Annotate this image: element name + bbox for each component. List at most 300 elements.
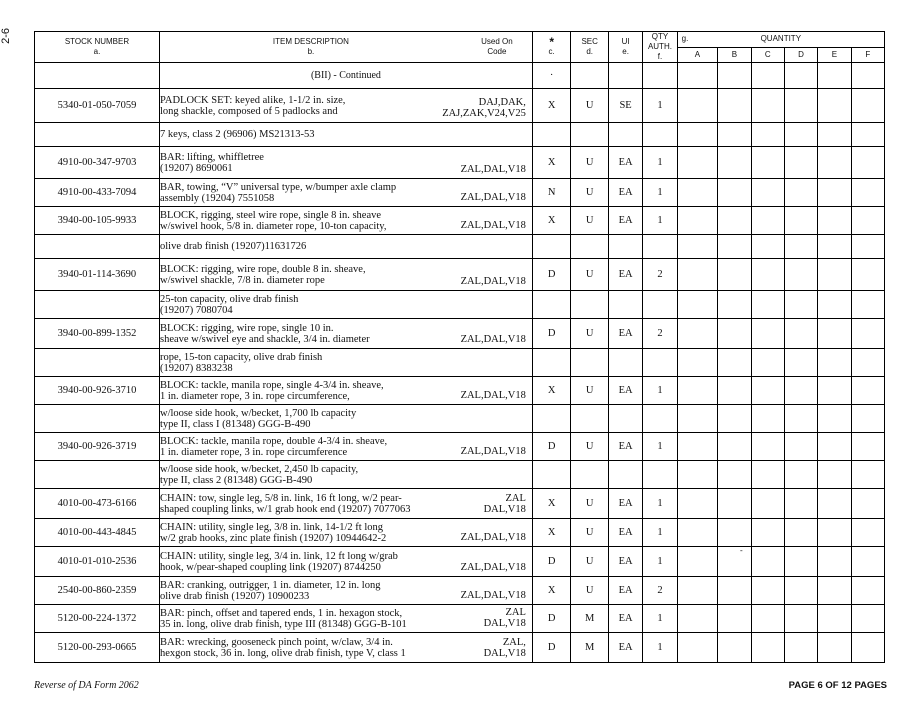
item-description-cell [159, 123, 532, 147]
ui-cell: EA [608, 319, 642, 349]
sec-cell: U [571, 547, 608, 577]
table-row [35, 349, 885, 377]
item-description-text: BLOCK, rigging, steel wire rope, single 8 in. sheave w/swivel hook, 5/8 in. diameter rope, 10-ton capacity, [159, 209, 387, 232]
quantity-cell [784, 319, 817, 349]
quantity-cell [718, 291, 751, 319]
item-description-cell [159, 577, 532, 605]
continued-label: (BII) - Continued [159, 63, 532, 89]
table-row [35, 291, 885, 319]
quantity-cell [784, 377, 817, 405]
quantity-cell [818, 461, 851, 489]
quantity-cell [851, 547, 884, 577]
ui-cell [608, 461, 642, 489]
star-cell [532, 291, 571, 319]
continued-mark: · [532, 63, 571, 89]
quantity-cell [677, 123, 718, 147]
item-description-cell [159, 179, 532, 207]
table-row [35, 433, 885, 461]
table-row [35, 633, 885, 663]
quantity-cell [751, 633, 784, 663]
quantity-cell [751, 207, 784, 235]
quantity-cell [784, 405, 817, 433]
quantity-cell [718, 633, 751, 663]
sec-cell [571, 461, 608, 489]
quantity-cell [784, 577, 817, 605]
stock-number-cell: 5120-00-224-1372 [35, 605, 160, 633]
quantity-cell [851, 123, 884, 147]
quantity-cell [751, 319, 784, 349]
quantity-cell [818, 207, 851, 235]
quantity-cell [751, 291, 784, 319]
quantity-cell [851, 377, 884, 405]
item-description-cell [159, 207, 532, 235]
item-description-text: 25-ton capacity, olive drab finish (19207) 7080704 [159, 293, 299, 316]
stock-number-cell: 3940-01-114-3690 [35, 259, 160, 291]
quantity-cell [784, 349, 817, 377]
used-on-code: ZAL,DAL,V18 [460, 192, 526, 203]
quantity-cell [818, 147, 851, 179]
quantity-cell [851, 349, 884, 377]
used-on-code: ZAL, DAL,V18 [483, 637, 526, 659]
sec-cell: U [571, 519, 608, 547]
item-description-text: 7 keys, class 2 (96906) MS21313-53 [159, 129, 315, 140]
item-description-text: BLOCK: rigging, wire rope, double 8 in. sheave, w/swivel shackle, 7/8 in. diameter rope [159, 263, 366, 286]
qty-auth-cell: 1 [643, 207, 677, 235]
qty-auth-cell [643, 349, 677, 377]
star-cell [532, 235, 571, 259]
quantity-cell [751, 147, 784, 179]
quantity-col-a: A [677, 47, 718, 63]
quantity-cell [718, 319, 751, 349]
ui-cell: EA [608, 633, 642, 663]
qty-auth-cell: 1 [643, 489, 677, 519]
used-on-code: ZAL,DAL,V18 [460, 334, 526, 345]
quantity-cell [677, 207, 718, 235]
quantity-cell [784, 605, 817, 633]
ui-cell: EA [608, 519, 642, 547]
quantity-cell [751, 377, 784, 405]
quantity-cell [818, 405, 851, 433]
table-row [35, 605, 885, 633]
item-description-cell [159, 519, 532, 547]
qty-auth-cell: 1 [643, 377, 677, 405]
item-description-text: olive drab finish (19207)11631726 [159, 241, 307, 252]
table-row [35, 377, 885, 405]
star-cell [532, 405, 571, 433]
item-description-cell [159, 433, 532, 461]
quantity-cell [784, 235, 817, 259]
stock-number-cell: 4010-00-443-4845 [35, 519, 160, 547]
quantity-cell [784, 461, 817, 489]
qty-auth-cell [643, 405, 677, 433]
ui-cell: EA [608, 377, 642, 405]
ui-cell: EA [608, 547, 642, 577]
stock-number-cell: 3940-00-105-9933 [35, 207, 160, 235]
quantity-cell [818, 123, 851, 147]
item-description-cell [159, 547, 532, 577]
stock-number-cell: 3940-00-899-1352 [35, 319, 160, 349]
star-cell [532, 461, 571, 489]
quantity-cell [751, 259, 784, 291]
item-description-text: BAR: wrecking, gooseneck pinch point, w/claw, 3/4 in. hexgon stock, 36 in. long, olive drab finish, type V, class 1 [159, 636, 406, 659]
item-description-text: BLOCK: tackle, manila rope, single 4-3/4 in. sheave, 1 in. diameter rope, 3 in. rope circumference, [159, 379, 384, 402]
quantity-cell [851, 235, 884, 259]
hand-receipt-table [34, 31, 885, 663]
stock-number-cell: 4910-00-433-7094 [35, 179, 160, 207]
quantity-cell [677, 519, 718, 547]
used-on-code: ZAL,DAL,V18 [460, 532, 526, 543]
sec-cell: U [571, 433, 608, 461]
quantity-cell [677, 577, 718, 605]
ui-cell: EA [608, 577, 642, 605]
qty-auth-cell [643, 461, 677, 489]
stock-number-cell: 4910-00-347-9703 [35, 147, 160, 179]
quantity-cell [818, 291, 851, 319]
stock-number-cell: 2540-00-860-2359 [35, 577, 160, 605]
ui-cell: EA [608, 207, 642, 235]
quantity-cell [677, 291, 718, 319]
item-description-cell [159, 489, 532, 519]
table-row [35, 259, 885, 291]
star-cell [532, 123, 571, 147]
quantity-cell [718, 377, 751, 405]
quantity-cell [677, 547, 718, 577]
quantity-cell [818, 235, 851, 259]
quantity-cell [751, 123, 784, 147]
quantity-cell [718, 433, 751, 461]
stock-number-cell [35, 405, 160, 433]
ui-cell [608, 291, 642, 319]
table-row [35, 319, 885, 349]
page-side-number: 2-6 [0, 28, 12, 44]
quantity-cell [784, 147, 817, 179]
quantity-cell [718, 577, 751, 605]
item-description-cell [159, 319, 532, 349]
star-cell: D [532, 605, 571, 633]
table-row [35, 577, 885, 605]
star-cell: X [532, 89, 571, 123]
qty-auth-cell [643, 235, 677, 259]
star-cell: X [532, 147, 571, 179]
item-description-cell [159, 605, 532, 633]
item-description-cell [159, 377, 532, 405]
sec-cell: U [571, 259, 608, 291]
item-description-cell [159, 147, 532, 179]
stock-number-cell [35, 291, 160, 319]
quantity-cell [851, 577, 884, 605]
table-row [35, 89, 885, 123]
quantity-cell [718, 259, 751, 291]
quantity-cell [818, 179, 851, 207]
quantity-cell [818, 605, 851, 633]
sec-cell: M [571, 633, 608, 663]
quantity-cell [677, 405, 718, 433]
quantity-cell [751, 547, 784, 577]
quantity-header: g. QUANTITY [677, 32, 884, 48]
item-description-text: BLOCK: rigging, wire rope, single 10 in. sheave w/swivel eye and shackle, 3/4 in. diameter [159, 322, 370, 345]
star-cell: X [532, 489, 571, 519]
quantity-cell [818, 519, 851, 547]
quantity-cell [677, 259, 718, 291]
item-description-text: BAR, towing, “V” universal type, w/bumper axle clamp assembly (19204) 7551058 [159, 181, 397, 204]
table-row [35, 235, 885, 259]
quantity-cell [818, 633, 851, 663]
ui-cell [608, 349, 642, 377]
sec-cell: U [571, 577, 608, 605]
quantity-cell [677, 633, 718, 663]
sec-cell: U [571, 489, 608, 519]
continued-row [35, 63, 885, 89]
quantity-cell [784, 489, 817, 519]
item-description-text: CHAIN: utility, single leg, 3/8 in. link, 14-1/2 ft long w/2 grab hooks, zinc plate finish (19207) 10944642-2 [159, 521, 387, 544]
item-description-text: PADLOCK SET: keyed alike, 1-1/2 in. size, long shackle, composed of 5 padlocks and [159, 94, 346, 117]
star-cell: X [532, 207, 571, 235]
table-row [35, 179, 885, 207]
table-row [35, 405, 885, 433]
quantity-cell [718, 489, 751, 519]
quantity-cell [677, 605, 718, 633]
qty-auth-cell: 2 [643, 319, 677, 349]
stock-number-cell [35, 123, 160, 147]
quantity-cell [677, 433, 718, 461]
used-on-code: ZAL DAL,V18 [483, 493, 526, 515]
qty-auth-cell: 1 [643, 179, 677, 207]
quantity-cell [751, 577, 784, 605]
stock-number-cell [35, 461, 160, 489]
quantity-col-b: B [718, 47, 751, 63]
used-on-code: ZAL,DAL,V18 [460, 276, 526, 287]
stock-number-cell: 5340-01-050-7059 [35, 89, 160, 123]
star-cell: X [532, 577, 571, 605]
sec-cell [571, 123, 608, 147]
sec-cell [571, 291, 608, 319]
qty-auth-cell: 1 [643, 433, 677, 461]
stock-number-cell: 5120-00-293-0665 [35, 633, 160, 663]
star-cell: X [532, 377, 571, 405]
quantity-cell [751, 461, 784, 489]
quantity-cell [677, 235, 718, 259]
item-description-cell [159, 235, 532, 259]
quantity-cell [784, 259, 817, 291]
star-cell: D [532, 547, 571, 577]
item-description-text: BAR: pinch, offset and tapered ends, 1 in. hexagon stock, 35 in. long, olive drab finish, type III (81348) GGG-B-101 [159, 607, 407, 630]
qty-auth-cell: 1 [643, 547, 677, 577]
quantity-cell [751, 89, 784, 123]
quantity-cell [677, 319, 718, 349]
quantity-cell [718, 89, 751, 123]
qty-auth-cell [643, 123, 677, 147]
quantity-cell [784, 291, 817, 319]
qty-auth-header: QTY AUTH. f. [643, 32, 677, 63]
quantity-cell [751, 433, 784, 461]
star-header: * c. [532, 32, 571, 63]
quantity-cell [677, 147, 718, 179]
item-description-cell [159, 405, 532, 433]
item-description-text: w/loose side hook, w/becket, 2,450 lb capacity, type II, class 2 (81348) GGG-B-490 [159, 463, 359, 486]
qty-auth-cell: 1 [643, 605, 677, 633]
sec-header: SEC d. [571, 32, 608, 63]
item-description-cell [159, 259, 532, 291]
quantity-cell [751, 519, 784, 547]
table-row [35, 547, 885, 577]
star-cell: D [532, 259, 571, 291]
qty-auth-cell: 1 [643, 147, 677, 179]
quantity-cell [851, 519, 884, 547]
quantity-cell [851, 633, 884, 663]
item-description-text: BAR: cranking, outrigger, 1 in. diameter, 12 in. long olive drab finish (19207) 10900233 [159, 579, 381, 602]
ui-cell: EA [608, 147, 642, 179]
quantity-cell [718, 207, 751, 235]
used-on-code: ZAL,DAL,V18 [460, 164, 526, 175]
qty-auth-cell: 1 [643, 519, 677, 547]
quantity-cell [718, 123, 751, 147]
quantity-cell [751, 349, 784, 377]
sec-cell: M [571, 605, 608, 633]
quantity-cell [851, 319, 884, 349]
table-row [35, 461, 885, 489]
quantity-cell [751, 405, 784, 433]
ui-header: UI e. [608, 32, 642, 63]
quantity-cell [677, 349, 718, 377]
quantity-cell [718, 349, 751, 377]
quantity-cell [718, 179, 751, 207]
sec-cell [571, 405, 608, 433]
quantity-cell [818, 489, 851, 519]
item-description-text: CHAIN: utility, single leg, 3/4 in. link, 12 ft long w/grab hook, w/pear-shaped coupling link (19207) 8744250 [159, 550, 398, 573]
item-description-cell [159, 291, 532, 319]
item-description-cell [159, 633, 532, 663]
sec-cell: U [571, 179, 608, 207]
quantity-cell [784, 633, 817, 663]
quantity-cell [784, 519, 817, 547]
quantity-cell [851, 147, 884, 179]
item-description-cell [159, 461, 532, 489]
item-description-header: ITEM DESCRIPTION b. Used On Code [159, 32, 532, 63]
quantity-cell [818, 433, 851, 461]
used-on-code: ZAL DAL,V18 [483, 607, 526, 629]
sec-cell: U [571, 207, 608, 235]
stock-number-cell: 3940-00-926-3710 [35, 377, 160, 405]
item-description-cell [159, 349, 532, 377]
table-row [35, 123, 885, 147]
star-cell: N [532, 179, 571, 207]
item-description-text: BLOCK: tackle, manila rope, double 4-3/4 in. sheave, 1 in. diameter rope, 3 in. rope circumference [159, 435, 388, 458]
quantity-cell [818, 259, 851, 291]
sec-cell: U [571, 319, 608, 349]
star-cell: D [532, 319, 571, 349]
quantity-cell [718, 605, 751, 633]
quantity-cell [751, 605, 784, 633]
quantity-cell [751, 235, 784, 259]
qty-auth-cell [643, 291, 677, 319]
used-on-code: DAJ,DAK, ZAJ,ZAK,V24,V25 [442, 97, 526, 119]
stock-number-cell: 3940-00-926-3719 [35, 433, 160, 461]
item-description-text: BAR: lifting, whiffletree (19207) 8690061 [159, 151, 264, 174]
table-row [35, 519, 885, 547]
ui-cell: EA [608, 489, 642, 519]
qty-auth-cell: 2 [643, 577, 677, 605]
stock-number-cell [35, 349, 160, 377]
quantity-cell [818, 577, 851, 605]
quantity-col-c: C [751, 47, 784, 63]
sec-cell: U [571, 147, 608, 179]
quantity-cell [851, 433, 884, 461]
quantity-cell [718, 547, 751, 577]
item-description-text: rope, 15-ton capacity, olive drab finish (19207) 8383238 [159, 351, 323, 374]
stock-number-cell [35, 235, 160, 259]
ui-cell: EA [608, 259, 642, 291]
quantity-cell [677, 179, 718, 207]
quantity-cell [718, 235, 751, 259]
item-description-cell [159, 89, 532, 123]
used-on-code: ZAL,DAL,V18 [460, 590, 526, 601]
stock-number-header: STOCK NUMBER a. [35, 32, 160, 63]
quantity-cell [851, 489, 884, 519]
form-reference: Reverse of DA Form 2062 [34, 680, 139, 691]
quantity-cell [818, 349, 851, 377]
quantity-cell [718, 519, 751, 547]
ui-cell: EA [608, 179, 642, 207]
quantity-cell [677, 89, 718, 123]
quantity-cell [751, 489, 784, 519]
quantity-col-f: F [851, 47, 884, 63]
quantity-cell [784, 547, 817, 577]
star-cell: X [532, 519, 571, 547]
quantity-col-d: D [784, 47, 817, 63]
quantity-cell [851, 605, 884, 633]
used-on-code: ZAL,DAL,V18 [460, 562, 526, 573]
quantity-cell [718, 405, 751, 433]
ui-cell: SE [608, 89, 642, 123]
stray-mark: - [740, 546, 743, 555]
quantity-cell [718, 461, 751, 489]
ui-cell [608, 235, 642, 259]
quantity-cell [718, 147, 751, 179]
used-on-code: ZAL,DAL,V18 [460, 446, 526, 457]
sec-cell [571, 349, 608, 377]
quantity-cell [677, 489, 718, 519]
page-count: PAGE 6 OF 12 PAGES [788, 680, 887, 691]
stock-number-cell: 4010-01-010-2536 [35, 547, 160, 577]
quantity-cell [677, 377, 718, 405]
quantity-cell [851, 291, 884, 319]
ui-cell [608, 405, 642, 433]
quantity-cell [818, 89, 851, 123]
star-cell [532, 349, 571, 377]
table-row [35, 489, 885, 519]
ui-cell: EA [608, 433, 642, 461]
used-on-code: ZAL,DAL,V18 [460, 220, 526, 231]
star-cell: D [532, 633, 571, 663]
ui-cell: EA [608, 605, 642, 633]
qty-auth-cell: 1 [643, 89, 677, 123]
used-on-code: ZAL,DAL,V18 [460, 390, 526, 401]
quantity-cell [751, 179, 784, 207]
quantity-cell [851, 179, 884, 207]
quantity-cell [818, 377, 851, 405]
quantity-cell [818, 319, 851, 349]
item-description-text: w/loose side hook, w/becket, 1,700 lb capacity type II, class I (81348) GGG-B-490 [159, 407, 357, 430]
quantity-cell [784, 207, 817, 235]
ui-cell [608, 123, 642, 147]
quantity-cell [784, 89, 817, 123]
sec-cell: U [571, 377, 608, 405]
quantity-cell [784, 179, 817, 207]
quantity-col-e: E [818, 47, 851, 63]
quantity-cell [784, 433, 817, 461]
quantity-cell [851, 89, 884, 123]
quantity-cell [677, 461, 718, 489]
